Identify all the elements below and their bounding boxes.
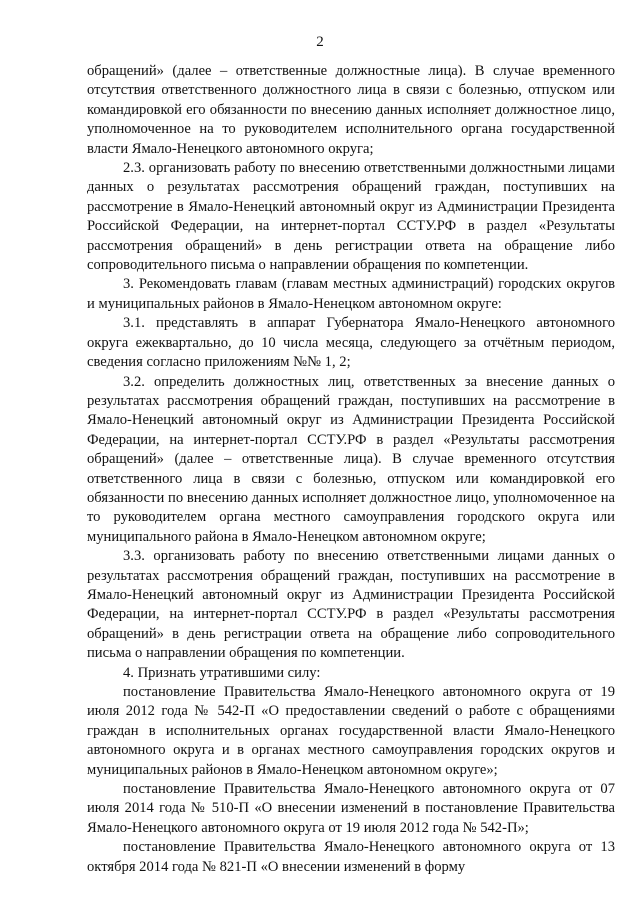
- paragraph-item-3-1: 3.1. представлять в аппарат Губернатора Ямало-Ненецкого автономного округа ежеквартально, до 10 числа месяца, следующего за отчётным периодом, сведения согласно приложениям №№ 1, 2;: [87, 315, 615, 371]
- paragraph-item-4: 4. Признать утратившими силу:: [123, 664, 321, 681]
- paragraph-repeal-2: постановление Правительства Ямало-Ненецкого автономного округа от 07 июля 2014 года № 510-П «О внесении изменений в постановление Правительства Ямало-Ненецкого автономного округа от 19 июля 2012 года № 542-П»;: [87, 781, 615, 836]
- paragraph-item-3-3: 3.3. организовать работу по внесению ответственными лицами данных о результатах рассмотрения обращений граждан, поступивших на рассмотрение в Ямало-Ненецкий автономный округ из Администрации Президента Российской Федерации, на интернет-портал ССТУ.РФ в раздел «Результаты рассмотрения обращений» в день регистрации ответа на обращение либо сопроводительного письма о направлении обращения по компетенции.: [87, 548, 615, 662]
- paragraph-continuation: обращений» (далее – ответственные должностные лица). В случае временного отсутствия ответственного должностного лица в связи с болезнью, отпуском или командировкой его обязанности по внесению данных исполняет должностное лицо, уполномоченное на то руководителем исполнительного органа государственной власти Ямало-Ненецкого автономного округа;: [87, 63, 615, 157]
- paragraph-repeal-1: постановление Правительства Ямало-Ненецкого автономного округа от 19 июля 2012 года № 542-П «О предоставлении сведений о работе с обращениями граждан в исполнительных органах государственной власти Ямало-Ненецкого автономного округа и в органах местного самоуправления городских округов и муниципальных районов в Ямало-Ненецком автономном округе»;: [87, 684, 615, 778]
- paragraph-item-3-2: 3.2. определить должностных лиц, ответственных за внесение данных о результатах рассмотрения обращений граждан, поступивших на рассмотрение в Ямало-Ненецкий автономный округ из Администрации Президента Российской Федерации, на интернет-портал ССТУ.РФ в раздел «Результаты рассмотрения обращений» (далее – ответственные лица). В случае временного отсутствия ответственного лица в связи с болезнью, отпуском или командировкой его обязанности по внесению данных исполняет должностное лицо, уполномоченное на то руководителем органа местного самоуправления городского округа или муниципального района в Ямало-Ненецком автономном округе;: [87, 373, 615, 545]
- paragraph-item-3: 3. Рекомендовать главам (главам местных администраций) городских округов и муниципальных районов в Ямало-Ненецком автономном округе:: [87, 276, 615, 312]
- paragraph-repeal-3: постановление Правительства Ямало-Ненецкого автономного округа от 13 октября 2014 года № 821-П «О внесении изменений в форму: [87, 839, 615, 875]
- paragraph-item-2-3: 2.3. организовать работу по внесению ответственными должностными лицами данных о результатах рассмотрения обращений граждан, поступивших на рассмотрение в Ямало-Ненецкий автономный округ из Администрации Президента Российской Федерации, на интернет-портал ССТУ.РФ в раздел «Результаты рассмотрения обращений» в день регистрации ответа на обращение либо сопроводительного письма о направлении обращения по компетенции.: [87, 160, 615, 274]
- document-body: [87, 62, 615, 877]
- page-number: 2: [316, 34, 324, 50]
